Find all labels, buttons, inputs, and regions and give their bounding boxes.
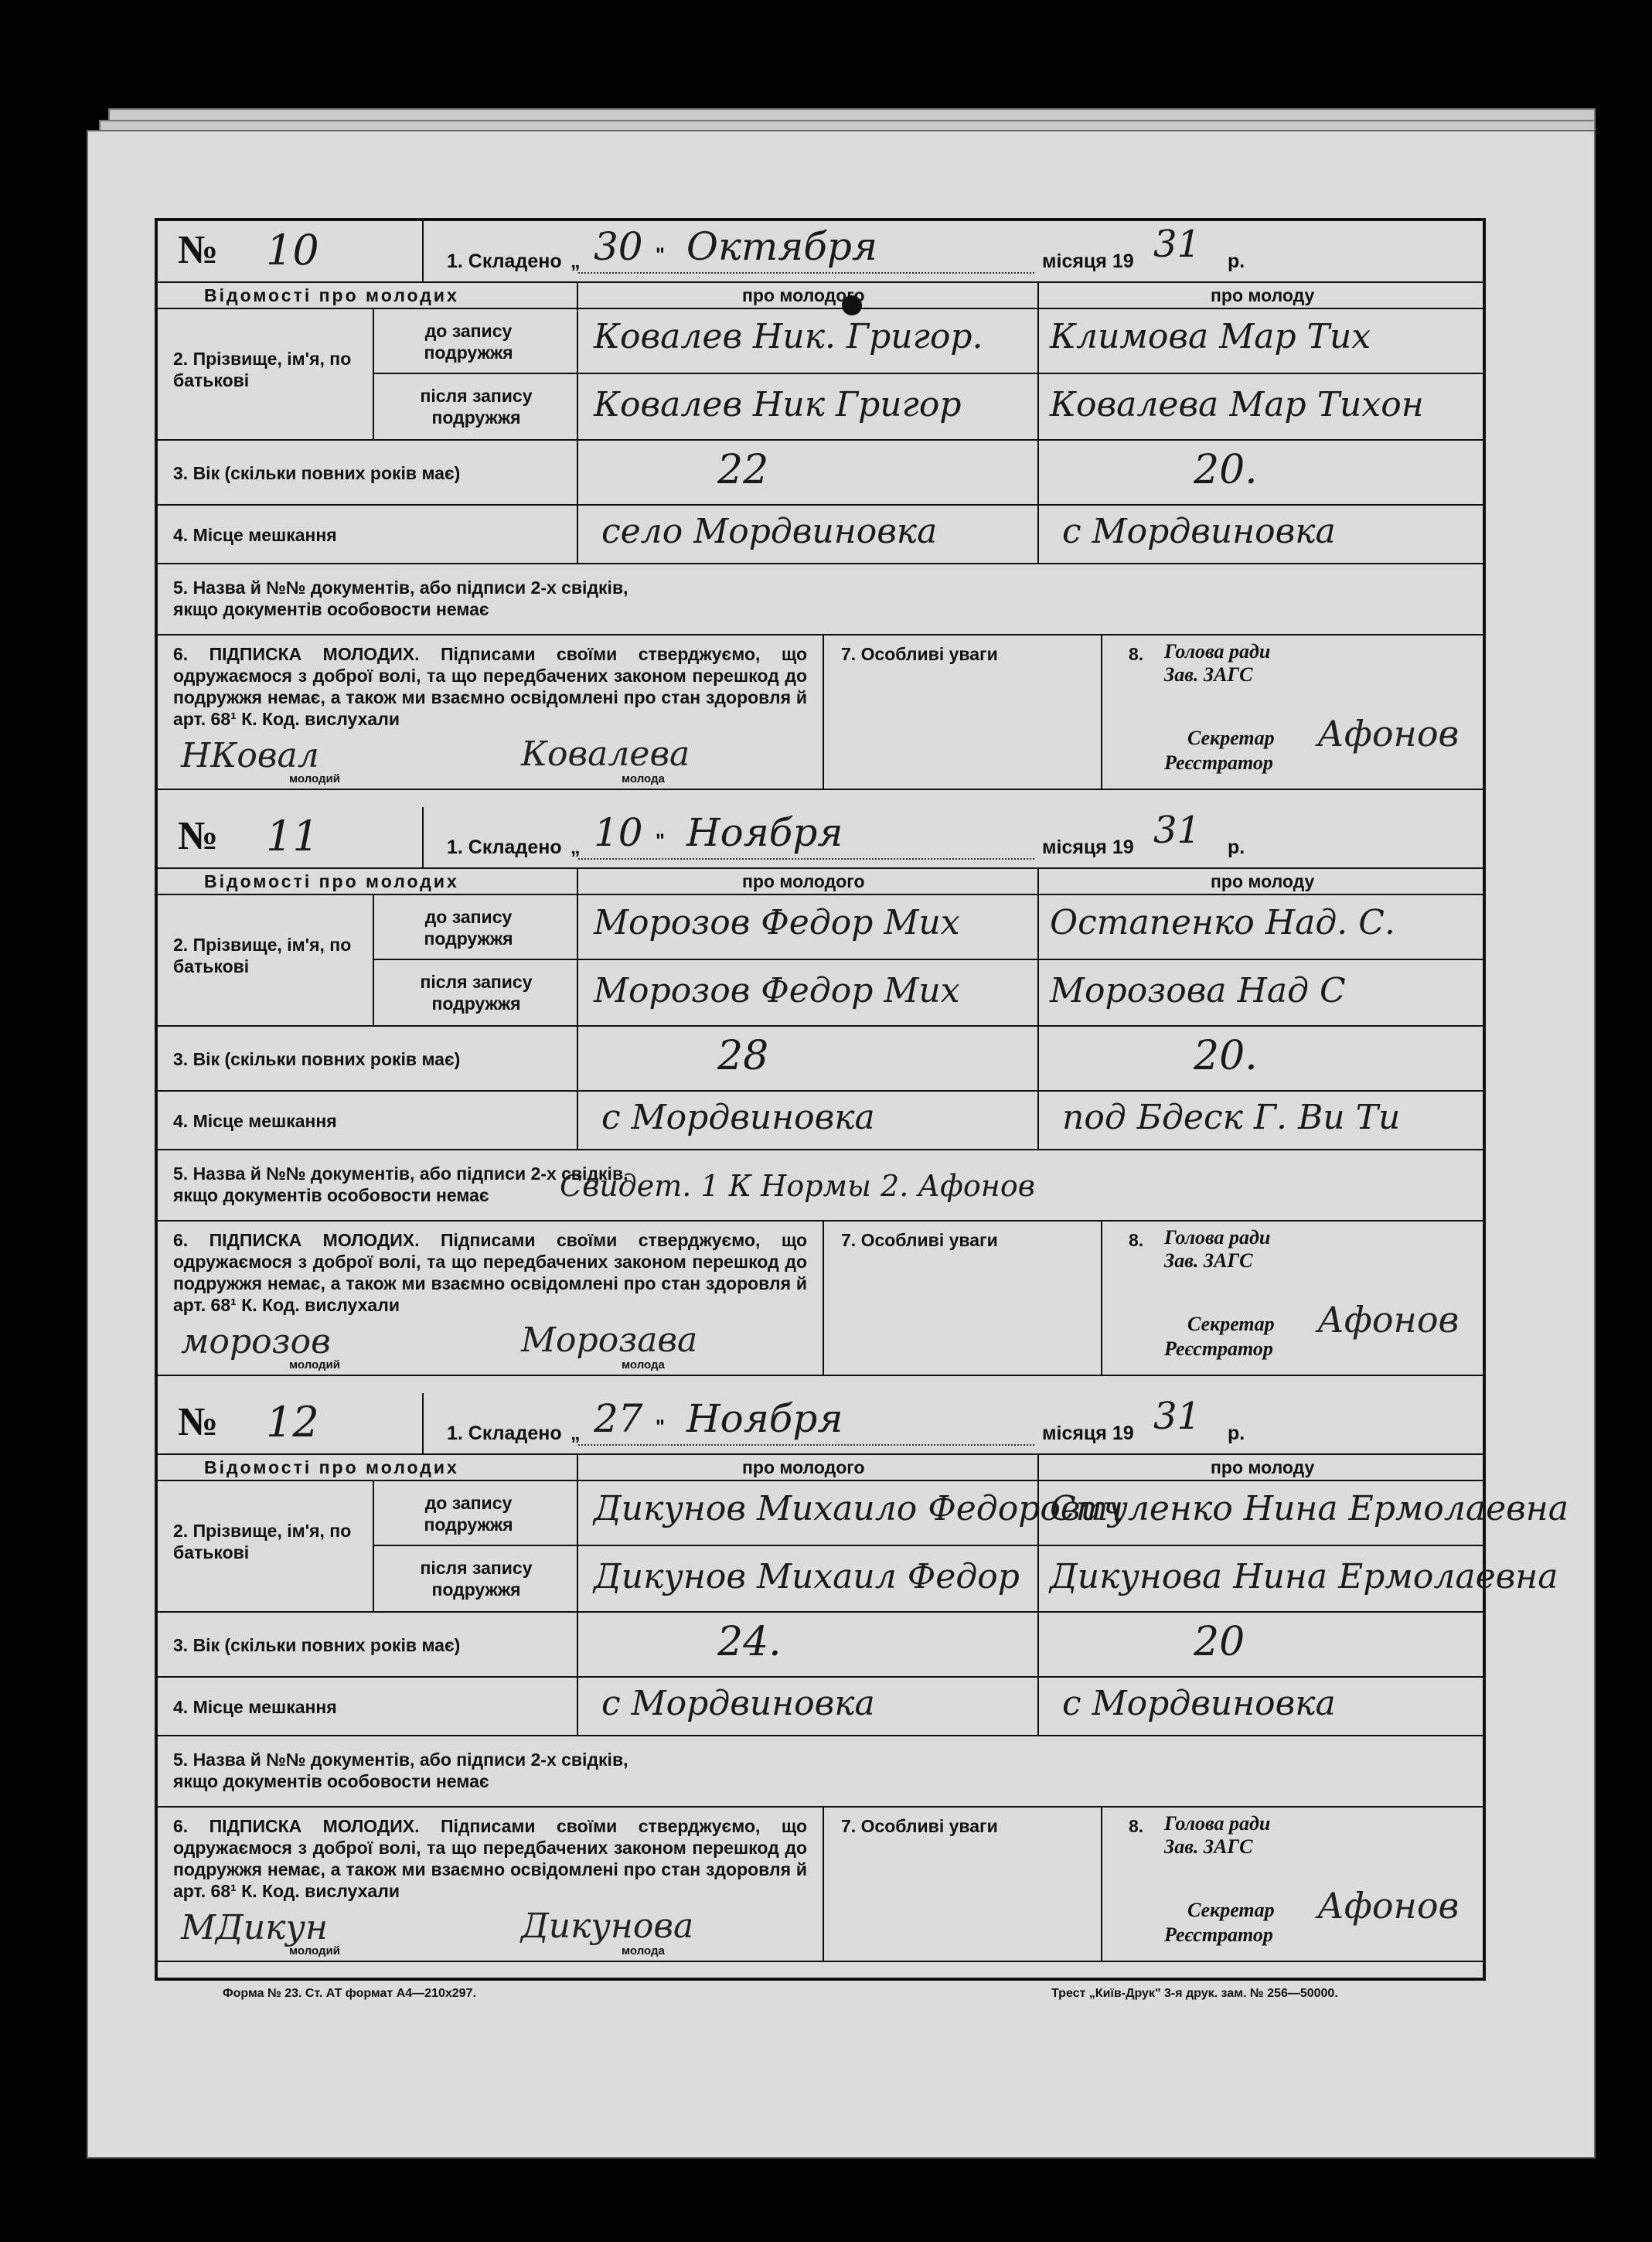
number-sign: №	[178, 1400, 219, 1444]
after-label: після запису подружжя	[420, 386, 533, 428]
bride-age-cell	[1039, 1613, 1486, 1678]
age-label: 3. Вік (скільки повних років має)	[173, 1635, 461, 1655]
secretary-label: Секретар	[1187, 1899, 1275, 1921]
quote-close: "	[656, 1416, 665, 1438]
composed-year: 31	[1153, 1395, 1201, 1438]
before-label-cell	[374, 895, 578, 960]
groom-age-cell	[578, 441, 1039, 506]
bride-residence: под Бдеск Г. Ви Ти	[1062, 1098, 1401, 1137]
before-label-cell	[374, 1481, 578, 1546]
groom-residence: с Мордвиновка	[601, 1098, 875, 1137]
residence-label-cell	[158, 1092, 578, 1150]
groom-header	[578, 869, 1039, 895]
bride-age: 20	[1194, 1619, 1245, 1665]
bride-header	[1039, 1455, 1486, 1481]
docs-label: 5. Назва й №№ документів, або підписи 2-х свідків, якщо документів особовости немає	[173, 1750, 628, 1791]
bride-residence-cell	[1039, 1092, 1486, 1150]
bride-signature: Дикунова	[521, 1906, 694, 1946]
age-label-cell	[158, 1027, 578, 1092]
age-label-cell	[158, 441, 578, 506]
remarks-cell	[824, 635, 1102, 790]
composed-day: 27	[594, 1396, 643, 1441]
bride-signature: Морозава	[521, 1320, 698, 1360]
marriage-record-11	[158, 807, 1483, 1393]
groom-age: 22	[717, 447, 769, 493]
info-header	[158, 283, 578, 309]
before-label: до запису подружжя	[424, 321, 513, 363]
head-label: Голова ради	[1164, 1226, 1271, 1249]
registrar-label: Реєстратор	[1164, 1337, 1273, 1360]
groom-signature: НКовал	[181, 736, 319, 775]
groom-sig-label: молодий	[289, 1358, 340, 1371]
remarks-label: 7. Особливі уваги	[841, 1230, 998, 1250]
info-header-label: Відомості про молодих	[204, 871, 459, 891]
bride-header-label: про молоду	[1211, 1457, 1315, 1477]
month-dotline	[578, 272, 1034, 274]
groom-after: Морозов Федор Мих	[594, 971, 960, 1010]
docs-row	[158, 1736, 1486, 1808]
groom-before-cell	[578, 895, 1039, 960]
year-suffix: р.	[1228, 1423, 1245, 1444]
zags-label: Зав. ЗАГС	[1164, 1835, 1253, 1858]
name-label-cell	[158, 1481, 374, 1613]
groom-after-cell	[578, 374, 1039, 441]
groom-header	[578, 283, 1039, 309]
record-number: 12	[266, 1398, 319, 1446]
docs-row	[158, 564, 1486, 635]
bride-before-cell	[1039, 895, 1486, 960]
bride-header-label: про молоду	[1211, 871, 1315, 891]
registrar-label: Реєстратор	[1164, 751, 1273, 774]
after-label-cell	[374, 374, 578, 441]
residence-label-cell	[158, 1678, 578, 1736]
bride-sig-label: молода	[622, 1358, 665, 1371]
bride-before: Остапенко Над. С.	[1050, 903, 1395, 942]
month-dotline	[578, 1444, 1034, 1446]
composed-row	[424, 1393, 1486, 1455]
docs-value: Свидет. 1 К Нормы 2. Афонов	[560, 1169, 1035, 1203]
groom-before-cell	[578, 1481, 1124, 1546]
docs-row	[158, 1150, 1486, 1222]
bride-residence: с Мордвиновка	[1062, 512, 1336, 551]
signature-text: 6. ПІДПИСКА МОЛОДИХ. Підписами своїми стверджуємо, що одружаємося з доброї волі, та що передбачених законом перешкод до подружжя немає, а також ми взаємно освідомлені про стан здоровля й арт. 68¹ К. Код. вислухали	[173, 1816, 807, 1901]
signature-cell	[158, 635, 824, 790]
remarks-cell	[824, 1222, 1102, 1376]
residence-label-cell	[158, 506, 578, 564]
before-label: до запису подружжя	[424, 907, 513, 949]
composed-row	[424, 221, 1486, 283]
bride-before: Стуленко Нина Ермолаевна	[1050, 1489, 1569, 1528]
docs-label: 5. Назва й №№ документів, або підписи 2-х свідків, якщо документів особовости немає	[173, 1164, 628, 1205]
registrar-signature: Афонов	[1317, 1299, 1460, 1341]
record-number-cell	[158, 221, 424, 283]
name-label: 2. Прізвище, ім'я, по батькові	[173, 1521, 352, 1562]
name-label-cell	[158, 309, 374, 441]
name-label: 2. Прізвище, ім'я, по батькові	[173, 935, 352, 976]
bride-sig-label: молода	[622, 772, 665, 785]
bride-header-label: про молоду	[1211, 285, 1315, 305]
bride-after: Ковалева Мар Тихон	[1050, 385, 1424, 424]
after-label-cell	[374, 1546, 578, 1613]
bride-header	[1039, 283, 1486, 309]
residence-label: 4. Місце мешкання	[173, 525, 337, 545]
record-number-cell	[158, 807, 424, 869]
month-label: місяця 19	[1042, 1423, 1134, 1444]
groom-before: Дикунов Михаило Федорович	[594, 1489, 1124, 1528]
groom-header-label: про молодого	[742, 871, 865, 891]
composed-year: 31	[1153, 223, 1201, 266]
groom-sig-label: молодий	[289, 1944, 340, 1957]
groom-header-label: про молодого	[742, 285, 865, 305]
groom-before-cell	[578, 309, 1039, 374]
composed-month: Октября	[686, 224, 877, 269]
number-sign: №	[178, 228, 219, 272]
groom-age: 24.	[717, 1619, 782, 1665]
groom-after: Дикунов Михаил Федор	[594, 1557, 1020, 1596]
bride-signature: Ковалева	[521, 734, 690, 774]
number-sign: №	[178, 814, 219, 858]
month-dotline	[578, 858, 1034, 860]
marriage-register-form	[155, 218, 1569, 1981]
name-label: 2. Прізвище, ім'я, по батькові	[173, 349, 352, 390]
composed-year: 31	[1153, 809, 1201, 852]
remarks-label: 7. Особливі уваги	[841, 644, 998, 664]
bride-after-cell	[1039, 1546, 1558, 1613]
before-label-cell	[374, 309, 578, 374]
age-label: 3. Вік (скільки повних років має)	[173, 463, 461, 483]
record-number-cell	[158, 1393, 424, 1455]
bride-age-cell	[1039, 441, 1486, 506]
groom-residence-cell	[578, 1678, 1039, 1736]
bride-before-cell	[1039, 1481, 1569, 1546]
docs-label: 5. Назва й №№ документів, або підписи 2-х свідків, якщо документів особовости немає	[173, 578, 628, 619]
info-header	[158, 869, 578, 895]
info-header	[158, 1455, 578, 1481]
composed-day: 30	[594, 224, 643, 269]
after-label: після запису подружжя	[420, 972, 533, 1014]
composed-month: Ноября	[686, 1396, 843, 1441]
bride-after-cell	[1039, 960, 1486, 1027]
signature-text: 6. ПІДПИСКА МОЛОДИХ. Підписами своїми стверджуємо, що одружаємося з доброї волі, та що передбачених законом перешкод до подружжя немає, а також ми взаємно освідомлені про стан здоровля й арт. 68¹ К. Код. вислухали	[173, 644, 807, 729]
bride-residence-cell	[1039, 506, 1486, 564]
registrar-signature: Афонов	[1317, 713, 1460, 755]
head-label-num: 8.	[1129, 1230, 1144, 1250]
groom-before: Морозов Федор Мих	[594, 903, 960, 942]
groom-signature: морозов	[181, 1322, 331, 1361]
head-label: Голова ради	[1164, 1812, 1271, 1835]
officials-cell	[1102, 1222, 1486, 1376]
groom-after: Ковалев Ник Григор	[594, 385, 962, 424]
marriage-record-10	[158, 221, 1483, 807]
groom-age-cell	[578, 1613, 1039, 1678]
bride-residence-cell	[1039, 1678, 1486, 1736]
groom-residence-cell	[578, 1092, 1039, 1150]
month-label: місяця 19	[1042, 836, 1134, 858]
after-label: після запису подружжя	[420, 1558, 533, 1600]
quote-open: „	[571, 836, 581, 858]
groom-residence: с Мордвиновка	[601, 1684, 875, 1723]
zags-label: Зав. ЗАГС	[1164, 663, 1253, 686]
footer-right: Трест „Київ-Друк" 3-я друк. зам. № 256—50000.	[1051, 1987, 1338, 2000]
composed-day: 10	[594, 810, 643, 855]
bride-age: 20.	[1194, 447, 1258, 493]
composed-month: Ноября	[686, 810, 843, 855]
residence-label: 4. Місце мешкання	[173, 1697, 337, 1717]
composed-label: 1. Складено	[447, 836, 562, 858]
record-number: 11	[266, 812, 319, 860]
quote-open: „	[571, 1423, 581, 1444]
head-label: Голова ради	[1164, 640, 1271, 663]
after-label-cell	[374, 960, 578, 1027]
age-label: 3. Вік (скільки повних років має)	[173, 1049, 461, 1069]
bride-age: 20.	[1194, 1033, 1258, 1079]
month-label: місяця 19	[1042, 250, 1134, 272]
before-label: до запису подружжя	[424, 1493, 513, 1535]
marriage-record-12	[158, 1393, 1569, 1979]
composed-label: 1. Складено	[447, 1423, 562, 1444]
groom-before: Ковалев Ник. Григор.	[594, 317, 983, 356]
info-header-label: Відомості про молодих	[204, 1457, 459, 1477]
groom-residence: село Мордвиновка	[601, 512, 938, 551]
record-number: 10	[266, 226, 319, 274]
groom-header	[578, 1455, 1039, 1481]
bride-after-cell	[1039, 374, 1486, 441]
secretary-label: Секретар	[1187, 1313, 1275, 1335]
year-suffix: р.	[1228, 836, 1245, 858]
groom-sig-label: молодий	[289, 772, 340, 785]
bride-after: Морозова Над С	[1050, 971, 1346, 1010]
registrar-signature: Афонов	[1317, 1885, 1460, 1927]
groom-header-label: про молодого	[742, 1457, 865, 1477]
quote-close: "	[656, 244, 665, 266]
bride-header	[1039, 869, 1486, 895]
name-label-cell	[158, 895, 374, 1027]
residence-label: 4. Місце мешкання	[173, 1111, 337, 1131]
bride-sig-label: молода	[622, 1944, 665, 1957]
groom-age: 28	[717, 1033, 769, 1079]
composed-label: 1. Складено	[447, 250, 562, 272]
year-suffix: р.	[1228, 250, 1245, 272]
bride-after: Дикунова Нина Ермолаевна	[1050, 1557, 1558, 1596]
groom-after-cell	[578, 1546, 1039, 1613]
info-header-label: Відомості про молодих	[204, 285, 459, 305]
head-label-num: 8.	[1129, 644, 1144, 664]
bride-before: Климова Мар Тих	[1050, 317, 1371, 356]
officials-cell	[1102, 1808, 1486, 1962]
composed-row	[424, 807, 1486, 869]
officials-cell	[1102, 635, 1486, 790]
quote-open: „	[571, 250, 581, 272]
groom-age-cell	[578, 1027, 1039, 1092]
groom-after-cell	[578, 960, 1039, 1027]
quote-close: "	[656, 830, 665, 852]
age-label-cell	[158, 1613, 578, 1678]
secretary-label: Секретар	[1187, 727, 1275, 749]
bride-age-cell	[1039, 1027, 1486, 1092]
bride-residence: с Мордвиновка	[1062, 1684, 1336, 1723]
signature-cell	[158, 1222, 824, 1376]
footer-left: Форма № 23. Ст. АТ формат А4—210х297.	[223, 1987, 476, 2000]
zags-label: Зав. ЗАГС	[1164, 1249, 1253, 1272]
groom-residence-cell	[578, 506, 1039, 564]
groom-signature: МДикун	[181, 1908, 328, 1947]
signature-text: 6. ПІДПИСКА МОЛОДИХ. Підписами своїми стверджуємо, що одружаємося з доброї волі, та що передбачених законом перешкод до подружжя немає, а також ми взаємно освідомлені про стан здоровля й арт. 68¹ К. Код. вислухали	[173, 1230, 807, 1315]
signature-cell	[158, 1808, 824, 1962]
remarks-label: 7. Особливі уваги	[841, 1816, 998, 1836]
bride-before-cell	[1039, 309, 1486, 374]
remarks-cell	[824, 1808, 1102, 1962]
head-label-num: 8.	[1129, 1816, 1144, 1836]
registrar-label: Реєстратор	[1164, 1923, 1273, 1946]
